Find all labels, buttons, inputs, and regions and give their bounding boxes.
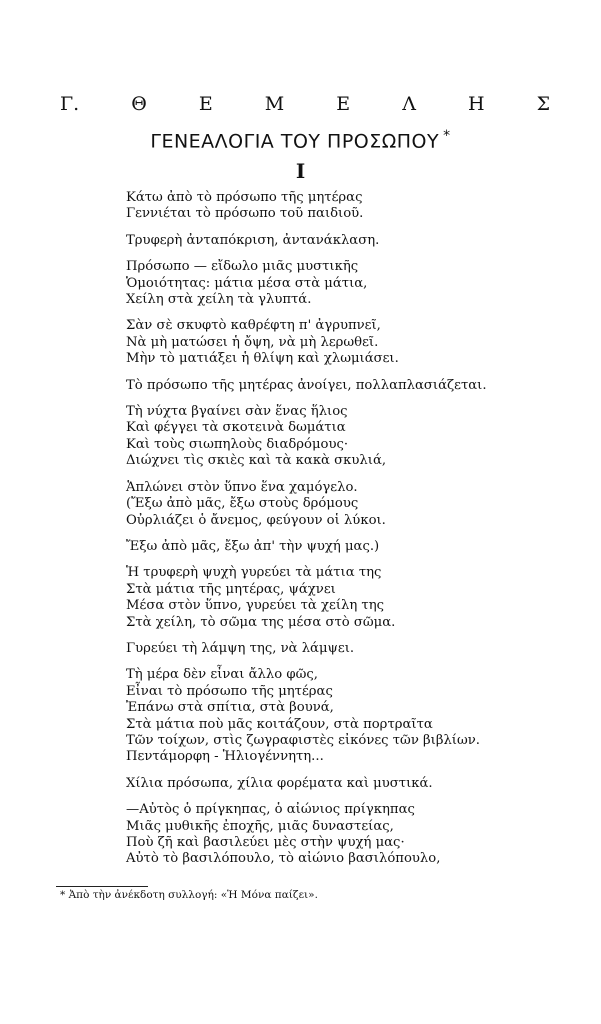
poem-line: Τρυφερὴ ἀνταπόκριση, ἀντανάκλαση. — [126, 232, 380, 248]
poem-line: Ἁπλώνει στὸν ὕπνο ἕνα χαμόγελο. — [126, 479, 358, 495]
author-letter: Θ — [131, 93, 147, 115]
poem-line: Χίλια πρόσωπα, χίλια φορέματα καὶ μυστικά. — [126, 775, 433, 791]
poem-line: Ὁμοιότητας: μάτια μέσα στὰ μάτια, — [126, 275, 368, 291]
author-letter: Λ — [402, 93, 416, 115]
poem-line: Στὰ μάτια ποὺ μᾶς κοιτάζουν, στὰ πορτραῖτα — [126, 716, 433, 732]
poem-line: Ἔξω ἀπὸ μᾶς, ἔξω ἀπ' τὴν ψυχή μας.) — [126, 538, 380, 554]
stanza — [126, 378, 566, 394]
poem-line: Γυρεύει τὴ λάμψη της, νὰ λάμψει. — [126, 640, 355, 656]
stanza — [126, 233, 566, 249]
poem-title-text: ΓΕΝΕΑΛΟΓΙΑ ΤΟΥ ΠΡΟΣΩΠΟΥ — [150, 130, 440, 153]
author-letter: Ε — [336, 93, 351, 115]
author-letter: Σ — [536, 93, 550, 115]
footnote: * Ἀπὸ τὴν ἀνέκδοτη συλλογή: «Ἡ Μόνα παίζει». — [60, 889, 318, 901]
poem-line: Πρόσωπο — εἴδωλο μιᾶς μυστικῆς — [126, 259, 359, 275]
poem-line: (Ἔξω ἀπὸ μᾶς, ἔξω στοὺς δρόμους — [126, 496, 359, 512]
poem-line: Εἶναι τὸ πρόσωπο τῆς μητέρας — [126, 683, 333, 699]
poem-line: Χείλη στὰ χείλη τὰ γλυπτά. — [126, 292, 312, 308]
stanza — [126, 667, 566, 765]
poem-line: Μὴν τὸ ματιάξει ἡ θλίψη καὶ χλωμιάσει. — [126, 351, 399, 367]
poem-line: Τῶν τοίχων, στὶς ζωγραφιστὲς εἰκόνες τῶν βιβλίων. — [126, 732, 480, 748]
poem-line: Κάτω ἀπὸ τὸ πρόσωπο τῆς μητέρας — [126, 190, 363, 205]
stanza — [126, 480, 566, 529]
poem-line: Ἡ τρυφερὴ ψυχὴ γυρεύει τὰ μάτια της — [126, 565, 382, 581]
stanza — [126, 641, 566, 657]
stanza — [126, 565, 566, 631]
author-letter: Γ. — [60, 93, 80, 115]
poem-line: Ποὺ ζῆ καὶ βασιλεύει μὲς στὴν ψυχή μας· — [126, 835, 405, 850]
stanza — [126, 776, 566, 792]
poem-title — [0, 128, 601, 152]
poem-line: Καὶ τοὺς σιωπηλοὺς διαδρόμους· — [126, 436, 349, 452]
poem-line: Πεντάμορφη - Ἡλιογέννητη... — [126, 749, 324, 765]
stanza — [126, 259, 566, 308]
poem-line: Γεννιέται τὸ πρόσωπο τοῦ παιδιοῦ. — [126, 206, 364, 222]
footnote-marker: * — [443, 128, 451, 144]
poem-line: Στὰ μάτια τῆς μητέρας, ψάχνει — [126, 581, 336, 597]
poem-line: Μιᾶς μυθικῆς ἐποχῆς, μιᾶς δυναστείας, — [126, 818, 394, 834]
poem-line: Τὸ πρόσωπο τῆς μητέρας ἀνοίγει, πολλαπλασιάζεται. — [126, 377, 487, 393]
author-letter: Μ — [264, 93, 285, 115]
stanza — [126, 190, 566, 223]
poem-line: Σὰν σὲ σκυφτὸ καθρέφτη π' ἀγρυπνεῖ, — [126, 318, 381, 334]
poem-line: Στὰ χείλη, τὸ σῶμα της μέσα στὸ σῶμα. — [126, 614, 396, 630]
footnote-divider — [56, 886, 148, 887]
poem-body — [126, 190, 566, 878]
poem-line: Διώχνει τὶς σκιὲς καὶ τὰ κακὰ σκυλιά, — [126, 453, 387, 469]
poem-line: —Αὐτὸς ὁ πρίγκηπας, ὁ αἰώνιος πρίγκηπας — [126, 802, 415, 818]
stanza — [126, 539, 566, 555]
author-name — [60, 93, 550, 115]
poem-line: Μέσα στὸν ὕπνο, γυρεύει τὰ χείλη της — [126, 598, 385, 614]
poem-line: Νὰ μὴ ματώσει ἡ ὄψη, νὰ μὴ λερωθεῖ. — [126, 334, 379, 350]
poem-line: Καὶ φέγγει τὰ σκοτεινὰ δωμάτια — [126, 420, 346, 436]
stanza — [126, 318, 566, 367]
section-number: I — [295, 159, 306, 183]
author-letter: Η — [467, 93, 485, 115]
poem-line: Τὴ μέρα δὲν εἶναι ἄλλο φῶς, — [126, 667, 318, 683]
stanza — [126, 802, 566, 868]
author-letter: Ε — [198, 93, 213, 115]
stanza — [126, 404, 566, 470]
poem-line: Οὐρλιάζει ὁ ἄνεμος, φεύγουν οἱ λύκοι. — [126, 512, 386, 528]
poem-line: Αὐτὸ τὸ βασιλόπουλο, τὸ αἰώνιο βασιλόπουλο, — [126, 851, 441, 867]
poem-line: Ἐπάνω στὰ σπίτια, στὰ βουνά, — [126, 700, 334, 716]
poem-line: Τὴ νύχτα βγαίνει σὰν ἕνας ἥλιος — [126, 404, 348, 420]
